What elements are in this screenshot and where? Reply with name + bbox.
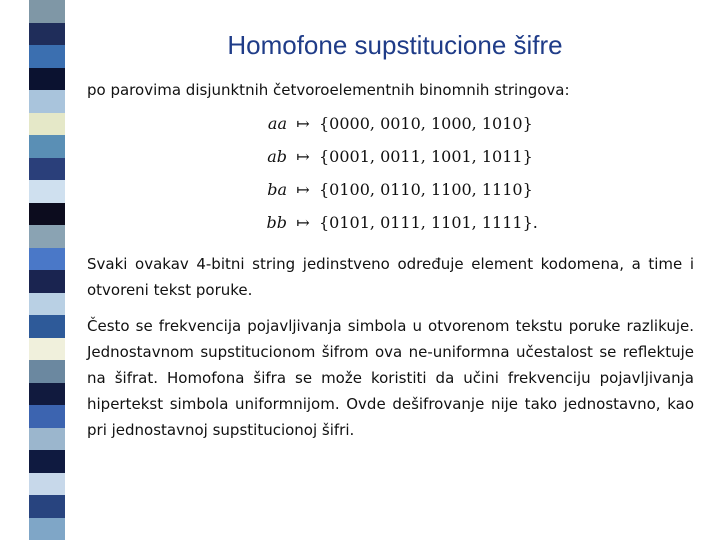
mapping-set: {0001, 0011, 1001, 1011} [319, 147, 533, 166]
maps-to-symbol: ↦ [296, 147, 310, 166]
decor-block [29, 68, 65, 91]
decor-block [29, 315, 65, 338]
mapping-key: ab [267, 147, 287, 166]
decor-block [29, 450, 65, 473]
decor-block [29, 270, 65, 293]
mapping-row [87, 177, 694, 210]
decor-block [29, 90, 65, 113]
decor-block [29, 473, 65, 496]
decor-block [29, 203, 65, 226]
mapping-row [87, 111, 694, 144]
decor-block [29, 0, 65, 23]
maps-to-symbol: ↦ [296, 180, 310, 199]
decor-block [29, 248, 65, 271]
paragraph-uniqueness: Svaki ovakav 4-bitni string jedinstveno određuje element kodomena, a time i otvoreni tekst poruke. [87, 255, 694, 299]
mapping-set: {0100, 0110, 1100, 1110} [319, 180, 533, 199]
decor-block [29, 225, 65, 248]
maps-to-symbol: ↦ [296, 114, 310, 133]
decorative-strip [29, 0, 65, 540]
decor-block [29, 360, 65, 383]
decor-block [29, 293, 65, 316]
decor-block [29, 113, 65, 136]
decor-block [29, 495, 65, 518]
mapping-row [87, 210, 694, 243]
mapping-key: ba [267, 180, 287, 199]
decor-block [29, 180, 65, 203]
mapping-set: {0000, 0010, 1000, 1010} [319, 114, 533, 133]
slide-body [87, 77, 694, 453]
decor-block [29, 383, 65, 406]
mapping-set: {0101, 0111, 1101, 1111}. [319, 213, 538, 232]
mapping-key: aa [267, 114, 287, 133]
decor-block [29, 135, 65, 158]
mapping-list [87, 111, 694, 243]
mapping-row [87, 144, 694, 177]
maps-to-symbol: ↦ [296, 213, 310, 232]
paragraph-frequency: Često se frekvencija pojavljivanja simbola u otvorenom tekstu poruke razlikuje. Jednostavnom supstitucionom šifrom ova ne-uniformna učestalost se reflektuje na šifrat. Homofona šifra se može koristiti da učini frekvenciju pojavljivanja hipertekst simbola uniformnijom. Ovde dešifrovanje nije tako jednostavno, kao pri jednostavnoj supstitucionoj šifri. [87, 317, 694, 439]
decor-block [29, 405, 65, 428]
decor-block [29, 428, 65, 451]
decor-block [29, 518, 65, 540]
slide-title: Homofone supstitucione šifre [227, 30, 563, 60]
mapping-key: bb [266, 213, 287, 232]
intro-text: po parovima disjunktnih četvoroelementnih binomnih stringova: [87, 81, 570, 99]
decor-block [29, 338, 65, 361]
decor-block [29, 158, 65, 181]
